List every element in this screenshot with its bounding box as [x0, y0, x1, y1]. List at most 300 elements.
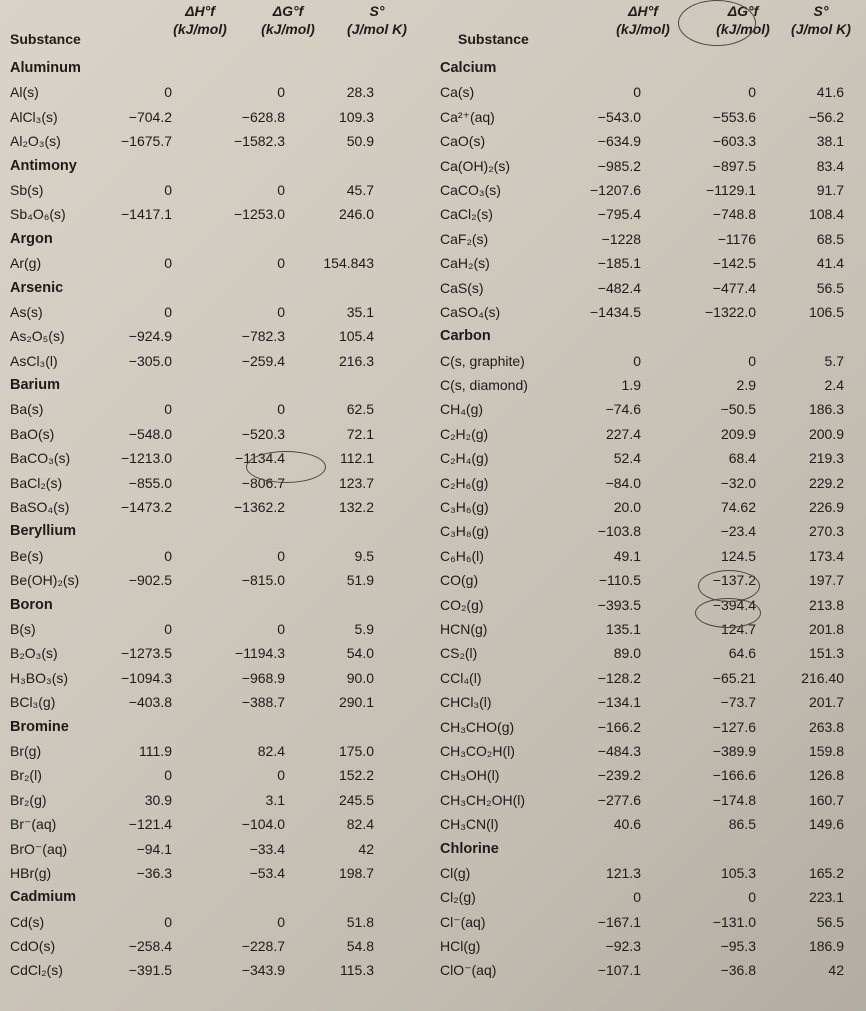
dg-value: −73.7	[720, 694, 756, 711]
dg-value: 209.9	[720, 425, 756, 442]
dh-value: −1434.5	[590, 303, 641, 320]
category-row	[0, 519, 430, 543]
s-value: 216.40	[801, 669, 844, 686]
header-s-right	[776, 2, 866, 62]
dh-value: −305.0	[128, 352, 172, 369]
substance-name: Ar(g)	[10, 255, 42, 272]
dh-value: 121.3	[605, 864, 641, 881]
dh-value: −543.0	[597, 108, 641, 125]
substance-name: ClO⁻(aq)	[440, 962, 497, 979]
dg-value: −137.2	[712, 572, 756, 589]
category-label: Chlorine	[440, 840, 499, 857]
s-value: 270.3	[808, 523, 844, 540]
category-row	[0, 885, 430, 909]
s-value: 115.3	[340, 962, 374, 979]
dg-value: −36.8	[720, 962, 756, 979]
substance-name: Cd(s)	[10, 913, 45, 930]
s-value: 45.7	[346, 181, 374, 198]
dg-value: −228.7	[241, 938, 285, 955]
table-row	[430, 154, 866, 178]
dg-value: 124.5	[720, 547, 756, 564]
substance-name: CS₂(l)	[440, 645, 478, 662]
substance-name: C₂H₄(g)	[440, 450, 489, 467]
dh-value: −548.0	[128, 425, 172, 442]
s-value: 160.7	[808, 791, 844, 808]
table-row	[430, 763, 866, 787]
table-row	[0, 568, 430, 592]
substance-name: Ca(OH)₂(s)	[440, 157, 510, 174]
table-row	[0, 861, 430, 885]
s-value: 149.6	[808, 816, 844, 833]
dg-value: −1322.0	[705, 303, 756, 320]
table-row	[430, 885, 866, 909]
table-row	[0, 324, 430, 348]
dh-value: 0	[164, 547, 172, 564]
dg-value: −520.3	[241, 425, 285, 442]
table-row	[0, 80, 430, 104]
substance-name: Br₂(l)	[10, 767, 42, 784]
dg-value: −166.6	[712, 767, 756, 784]
header-dh-symbol-right: ΔH°f	[628, 3, 658, 19]
s-value: 35.1	[346, 303, 374, 320]
pen-circle-co2-dg	[695, 598, 761, 628]
s-value: 201.8	[808, 620, 844, 637]
category-label: Carbon	[440, 328, 491, 345]
s-value: 152.2	[338, 767, 374, 784]
category-label: Barium	[10, 377, 60, 394]
substance-name: CH₃CN(l)	[440, 816, 499, 833]
dg-value: −1129.1	[706, 181, 756, 198]
s-value: 90.0	[346, 669, 374, 686]
dh-value: 0	[633, 352, 641, 369]
s-value: 41.4	[816, 255, 844, 272]
table-row	[430, 397, 866, 421]
s-value: 72.1	[346, 425, 374, 442]
category-row	[0, 276, 430, 300]
dh-value: 0	[164, 767, 172, 784]
s-value: 41.6	[816, 84, 844, 101]
dh-value: −1417.1	[121, 206, 172, 223]
dg-value: 0	[277, 303, 285, 320]
substance-name: C₆H₆(l)	[440, 547, 484, 564]
substance-name: C(s, graphite)	[440, 352, 525, 369]
table-row	[0, 641, 430, 665]
table-row	[0, 397, 430, 421]
header-dh	[155, 2, 245, 62]
pen-circle-header-dg	[678, 0, 756, 46]
category-row	[0, 715, 430, 739]
dg-value: 0	[277, 401, 285, 418]
s-value: 186.3	[808, 401, 844, 418]
table-row	[0, 349, 430, 373]
s-value: 56.5	[816, 913, 844, 930]
dg-value: −815.0	[241, 572, 285, 589]
table-row	[0, 763, 430, 787]
table-row	[0, 105, 430, 129]
table-row	[430, 105, 866, 129]
dg-value: −1362.2	[234, 499, 285, 516]
category-label: Boron	[10, 596, 53, 613]
dh-value: 0	[164, 913, 172, 930]
left-rows	[0, 56, 430, 983]
s-value: 56.5	[816, 279, 844, 296]
s-value: 159.8	[808, 742, 844, 759]
substance-name: Cl₂(g)	[440, 889, 476, 906]
header-dg	[243, 2, 333, 62]
dh-value: 111.9	[139, 742, 172, 759]
dh-value: −121.4	[128, 816, 172, 833]
s-value: 226.9	[808, 499, 844, 516]
dh-value: 52.4	[613, 450, 641, 467]
category-row	[430, 56, 866, 80]
s-value: 165.2	[808, 864, 844, 881]
dg-value: 0	[277, 181, 285, 198]
substance-name: C(s, diamond)	[440, 377, 528, 394]
header-dh-right	[598, 2, 688, 62]
dh-value: −1675.7	[121, 133, 172, 150]
table-row	[0, 812, 430, 836]
s-value: 109.3	[338, 108, 374, 125]
category-label: Arsenic	[10, 279, 64, 296]
pen-circle-baco3-dg	[246, 451, 326, 483]
dh-value: −1273.5	[121, 645, 172, 662]
table-row	[0, 422, 430, 446]
s-value: 91.7	[816, 181, 844, 198]
s-value: 229.2	[808, 474, 844, 491]
dg-value: 86.5	[728, 816, 756, 833]
header-s-symbol: S°	[369, 3, 385, 19]
header-dg-symbol-right: ΔG°f	[727, 3, 759, 19]
dh-value: −134.1	[597, 694, 641, 711]
dh-value: −482.4	[597, 279, 641, 296]
table-row	[0, 129, 430, 153]
s-value: 42	[828, 962, 844, 979]
dh-value: −94.1	[136, 840, 172, 857]
dg-value: 0	[277, 84, 285, 101]
dg-value: −32.0	[720, 474, 756, 491]
table-row	[430, 129, 866, 153]
dg-value: −389.9	[712, 742, 756, 759]
substance-name: Ca²⁺(aq)	[440, 108, 495, 125]
table-row	[430, 568, 866, 592]
substance-name: CO(g)	[440, 572, 479, 589]
s-value: 42	[358, 840, 374, 857]
s-value: 216.3	[338, 352, 374, 369]
dg-value: −131.0	[712, 913, 756, 930]
table-row	[0, 934, 430, 958]
s-value: 213.8	[808, 596, 844, 613]
dh-value: 1.9	[621, 377, 641, 394]
category-label: Beryllium	[10, 523, 77, 540]
substance-name: CaSO₄(s)	[440, 303, 501, 320]
substance-name: Cl(g)	[440, 864, 471, 881]
substance-name: CH₃CHO(g)	[440, 718, 515, 735]
table-row	[430, 910, 866, 934]
table-row	[430, 471, 866, 495]
category-row	[0, 373, 430, 397]
table-row	[0, 910, 430, 934]
dh-value: −634.9	[597, 133, 641, 150]
substance-name: BaO(s)	[10, 425, 55, 442]
s-value: 108.4	[808, 206, 844, 223]
dg-value: −628.8	[241, 108, 285, 125]
substance-name: HCN(g)	[440, 620, 488, 637]
header-s	[332, 2, 422, 62]
s-value: 9.5	[354, 547, 374, 564]
dh-value: 89.0	[613, 645, 641, 662]
dh-value: 0	[164, 303, 172, 320]
header-substance: Substance	[10, 31, 81, 47]
header-s-unit-right: (J/mol K)	[791, 21, 851, 37]
table-row	[430, 641, 866, 665]
dh-value: −391.5	[128, 962, 172, 979]
s-value: 68.5	[816, 230, 844, 247]
dh-value: −110.5	[598, 572, 641, 589]
substance-name: CHCl₃(l)	[440, 694, 492, 711]
s-value: 197.7	[808, 572, 844, 589]
category-label: Aluminum	[10, 60, 81, 76]
dg-value: 3.1	[265, 791, 285, 808]
dg-value: −1194.3	[235, 645, 285, 662]
header-dh-unit-right: (kJ/mol)	[616, 21, 670, 37]
table-row	[0, 739, 430, 763]
substance-name: CH₃OH(l)	[440, 767, 500, 784]
s-value: 54.8	[346, 938, 374, 955]
substance-name: BCl₃(g)	[10, 694, 56, 711]
header-dg-symbol: ΔG°f	[272, 3, 304, 19]
s-value: 54.0	[346, 645, 374, 662]
dh-value: −855.0	[128, 474, 172, 491]
dg-value: 82.4	[257, 742, 285, 759]
table-row	[0, 617, 430, 641]
dg-value: −23.4	[720, 523, 756, 540]
substance-name: CH₃CH₂OH(l)	[440, 791, 526, 808]
table-row	[0, 788, 430, 812]
table-row	[430, 544, 866, 568]
dg-value: −394.4	[712, 596, 756, 613]
s-value: 106.5	[808, 303, 844, 320]
substance-name: CaO(s)	[440, 133, 486, 150]
substance-name: H₃BO₃(s)	[10, 669, 69, 686]
table-row	[0, 544, 430, 568]
s-value: 62.5	[346, 401, 374, 418]
s-value: −56.2	[808, 108, 844, 125]
dh-value: −167.1	[597, 913, 641, 930]
dg-value: −553.6	[712, 108, 756, 125]
substance-name: Al₂O₃(s)	[10, 133, 61, 150]
table-row	[430, 373, 866, 397]
s-value: 2.4	[824, 377, 844, 394]
table-row	[430, 519, 866, 543]
category-label: Cadmium	[10, 889, 77, 906]
dg-value: −603.3	[712, 133, 756, 150]
dg-value: −174.8	[712, 791, 756, 808]
dg-value: −259.4	[241, 352, 285, 369]
dg-value: 0	[277, 913, 285, 930]
category-label: Bromine	[10, 718, 69, 735]
table-row	[430, 202, 866, 226]
dg-value: −1582.3	[234, 133, 285, 150]
substance-name: HBr(g)	[10, 864, 52, 881]
dg-value: −806.7	[241, 474, 285, 491]
dh-value: −128.2	[597, 669, 641, 686]
substance-name: CaCO₃(s)	[440, 181, 501, 198]
dg-value: −1134.4	[235, 450, 285, 467]
s-value: 263.8	[808, 718, 844, 735]
substance-name: BaCO₃(s)	[10, 450, 71, 467]
table-row	[430, 934, 866, 958]
dh-value: −185.1	[597, 255, 641, 272]
dh-value: −74.6	[605, 401, 641, 418]
table-row	[430, 666, 866, 690]
dh-value: −239.2	[597, 767, 641, 784]
dg-value: 0	[277, 255, 285, 272]
s-value: 245.5	[338, 791, 374, 808]
category-row	[0, 593, 430, 617]
table-row	[0, 495, 430, 519]
dg-value: −343.9	[241, 962, 285, 979]
s-value: 51.8	[346, 913, 374, 930]
substance-name: Al(s)	[10, 84, 39, 101]
table-row	[430, 812, 866, 836]
s-value: 200.9	[808, 425, 844, 442]
substance-name: B(s)	[10, 620, 36, 637]
dg-value: 68.4	[728, 450, 756, 467]
dg-value: 0	[748, 352, 756, 369]
dg-value: −95.3	[720, 938, 756, 955]
dg-value: 64.6	[728, 645, 756, 662]
s-value: 223.1	[808, 889, 844, 906]
substance-name: CdCl₂(s)	[10, 962, 63, 979]
substance-name: Be(OH)₂(s)	[10, 572, 80, 589]
dg-value: −142.5	[712, 255, 756, 272]
dh-value: −985.2	[597, 157, 641, 174]
table-row	[0, 300, 430, 324]
dg-value: −968.9	[241, 669, 285, 686]
s-value: 186.9	[808, 938, 844, 955]
table-row	[430, 788, 866, 812]
header-s-symbol-right: S°	[813, 3, 829, 19]
s-value: 173.4	[808, 547, 844, 564]
dg-value: 0	[748, 84, 756, 101]
dh-value: −92.3	[605, 938, 641, 955]
table-row	[430, 617, 866, 641]
substance-name: CdO(s)	[10, 938, 56, 955]
s-value: 83.4	[816, 157, 844, 174]
substance-name: CaS(s)	[440, 279, 484, 296]
substance-name: AlCl₃(s)	[10, 108, 58, 125]
substance-name: C₃H₈(g)	[440, 523, 489, 540]
s-value: 175.0	[338, 742, 374, 759]
dh-value: 30.9	[144, 791, 172, 808]
s-value: 5.9	[354, 620, 374, 637]
dg-value: 74.62	[720, 499, 756, 516]
table-row	[0, 251, 430, 275]
s-value: 198.7	[338, 864, 374, 881]
category-row	[430, 324, 866, 348]
substance-name: C₂H₆(g)	[440, 474, 489, 491]
dh-value: −258.4	[128, 938, 172, 955]
substance-name: Ba(s)	[10, 401, 44, 418]
substance-name: Br⁻(aq)	[10, 816, 57, 833]
table-row	[430, 80, 866, 104]
substance-name: BaCl₂(s)	[10, 474, 63, 491]
s-value: 123.7	[338, 474, 374, 491]
s-value: 51.9	[346, 572, 374, 589]
table-row	[0, 446, 430, 470]
s-value: 219.3	[808, 450, 844, 467]
dh-value: −1213.0	[121, 450, 172, 467]
category-row	[0, 154, 430, 178]
dg-value: −782.3	[241, 328, 285, 345]
dg-value: 0	[277, 620, 285, 637]
substance-name: AsCl₃(l)	[10, 352, 58, 369]
substance-name: CH₄(g)	[440, 401, 484, 418]
substance-name: HCl(g)	[440, 938, 481, 955]
s-value: 290.1	[338, 694, 374, 711]
table-row	[430, 495, 866, 519]
dg-value: −1176	[717, 230, 756, 247]
table-row	[0, 178, 430, 202]
table-row	[0, 690, 430, 714]
s-value: 5.7	[824, 352, 844, 369]
table-row	[430, 958, 866, 982]
dg-value: 0	[277, 767, 285, 784]
dg-value: −477.4	[712, 279, 756, 296]
dh-value: 0	[164, 84, 172, 101]
dh-value: 0	[633, 84, 641, 101]
table-row	[0, 837, 430, 861]
s-value: 132.2	[338, 499, 374, 516]
dh-value: −166.2	[597, 718, 641, 735]
table-row	[0, 202, 430, 226]
substance-name: Sb₄O₆(s)	[10, 206, 66, 223]
substance-name: BrO⁻(aq)	[10, 840, 68, 857]
dg-value: −897.5	[712, 157, 756, 174]
table-row	[430, 861, 866, 885]
substance-name: C₃H₆(g)	[440, 499, 489, 516]
category-label: Argon	[10, 230, 53, 247]
substance-name: Ca(s)	[440, 84, 475, 101]
dh-value: −924.9	[128, 328, 172, 345]
category-row	[430, 837, 866, 861]
table-row	[430, 593, 866, 617]
dg-value: −50.5	[720, 401, 756, 418]
dh-value: −1473.2	[121, 499, 172, 516]
dh-value: −84.0	[605, 474, 641, 491]
right-rows	[430, 56, 866, 983]
dh-value: −902.5	[128, 572, 172, 589]
dg-value: −748.8	[712, 206, 756, 223]
s-value: 28.3	[346, 84, 374, 101]
dg-value: −65.21	[712, 669, 756, 686]
dh-value: −795.4	[597, 206, 641, 223]
dh-value: 0	[164, 255, 172, 272]
table-row	[430, 276, 866, 300]
table-row	[430, 227, 866, 251]
table-row	[0, 471, 430, 495]
category-label: Calcium	[440, 60, 497, 76]
s-value: 154.843	[323, 255, 374, 272]
dg-value: −53.4	[249, 864, 285, 881]
dh-value: −484.3	[597, 742, 641, 759]
header-dg-unit-right: (kJ/mol)	[716, 21, 770, 37]
substance-name: As₂O₅(s)	[10, 328, 65, 345]
substance-name: As(s)	[10, 303, 43, 320]
dg-value: −127.6	[712, 718, 756, 735]
dh-value: −103.8	[597, 523, 641, 540]
table-row	[0, 958, 430, 982]
